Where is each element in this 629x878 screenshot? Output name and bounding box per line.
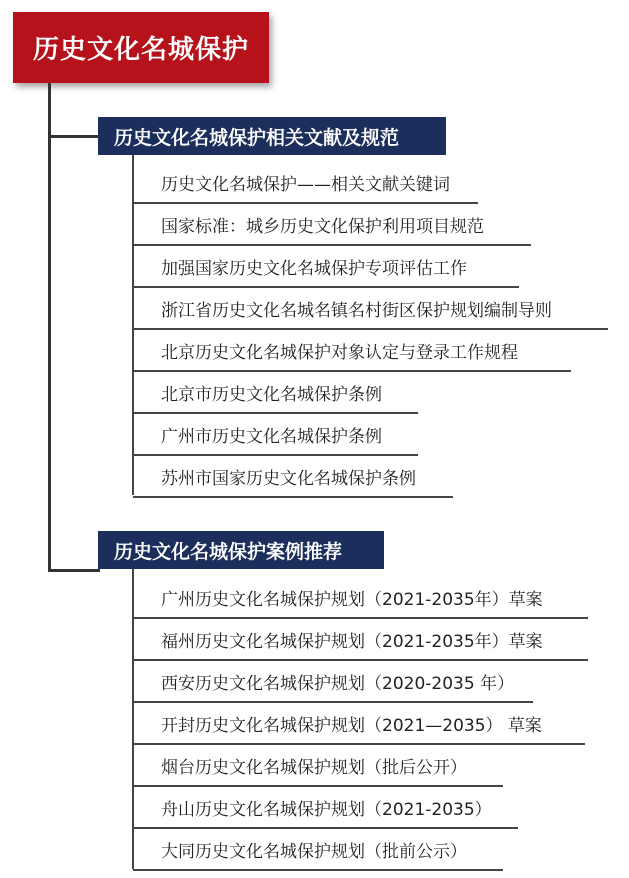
case-item[interactable]: 开封历史文化名城保护规划（2021—2035） 草案: [133, 704, 585, 745]
literature-item[interactable]: 北京历史文化名城保护对象认定与登录工作规程: [133, 331, 571, 372]
literature-item[interactable]: 浙江省历史文化名城名镇名村街区保护规划编制导则: [133, 289, 608, 330]
literature-item[interactable]: 加强国家历史文化名城保护专项评估工作: [133, 247, 519, 288]
case-item[interactable]: 西安历史文化名城保护规划（2020-2035 年）: [133, 662, 533, 703]
section-connector: [48, 135, 100, 138]
literature-item[interactable]: 苏州市国家历史文化名城保护条例: [133, 457, 453, 498]
case-item[interactable]: 福州历史文化名城保护规划（2021-2035年）草案: [133, 620, 588, 661]
section-connector: [48, 569, 100, 572]
case-item[interactable]: 烟台历史文化名城保护规划（批后公开）: [133, 746, 503, 787]
section-header-cases[interactable]: 历史文化名城保护案例推荐: [98, 531, 384, 569]
literature-item[interactable]: 国家标准：城乡历史文化保护利用项目规范: [133, 205, 531, 246]
section-header-literature[interactable]: 历史文化名城保护相关文献及规范: [98, 117, 446, 155]
tree-trunk: [48, 83, 51, 571]
case-item[interactable]: 大同历史文化名城保护规划（批前公示）: [133, 830, 503, 871]
case-item[interactable]: 广州历史文化名城保护规划（2021-2035年）草案: [133, 578, 588, 619]
case-item[interactable]: 舟山历史文化名城保护规划（2021-2035）: [133, 788, 518, 829]
literature-item[interactable]: 北京市历史文化名城保护条例: [133, 373, 418, 414]
literature-item[interactable]: 历史文化名城保护——相关文献关键词: [133, 163, 478, 204]
literature-item[interactable]: 广州市历史文化名城保护条例: [133, 415, 418, 456]
root-title: 历史文化名城保护: [13, 12, 269, 83]
